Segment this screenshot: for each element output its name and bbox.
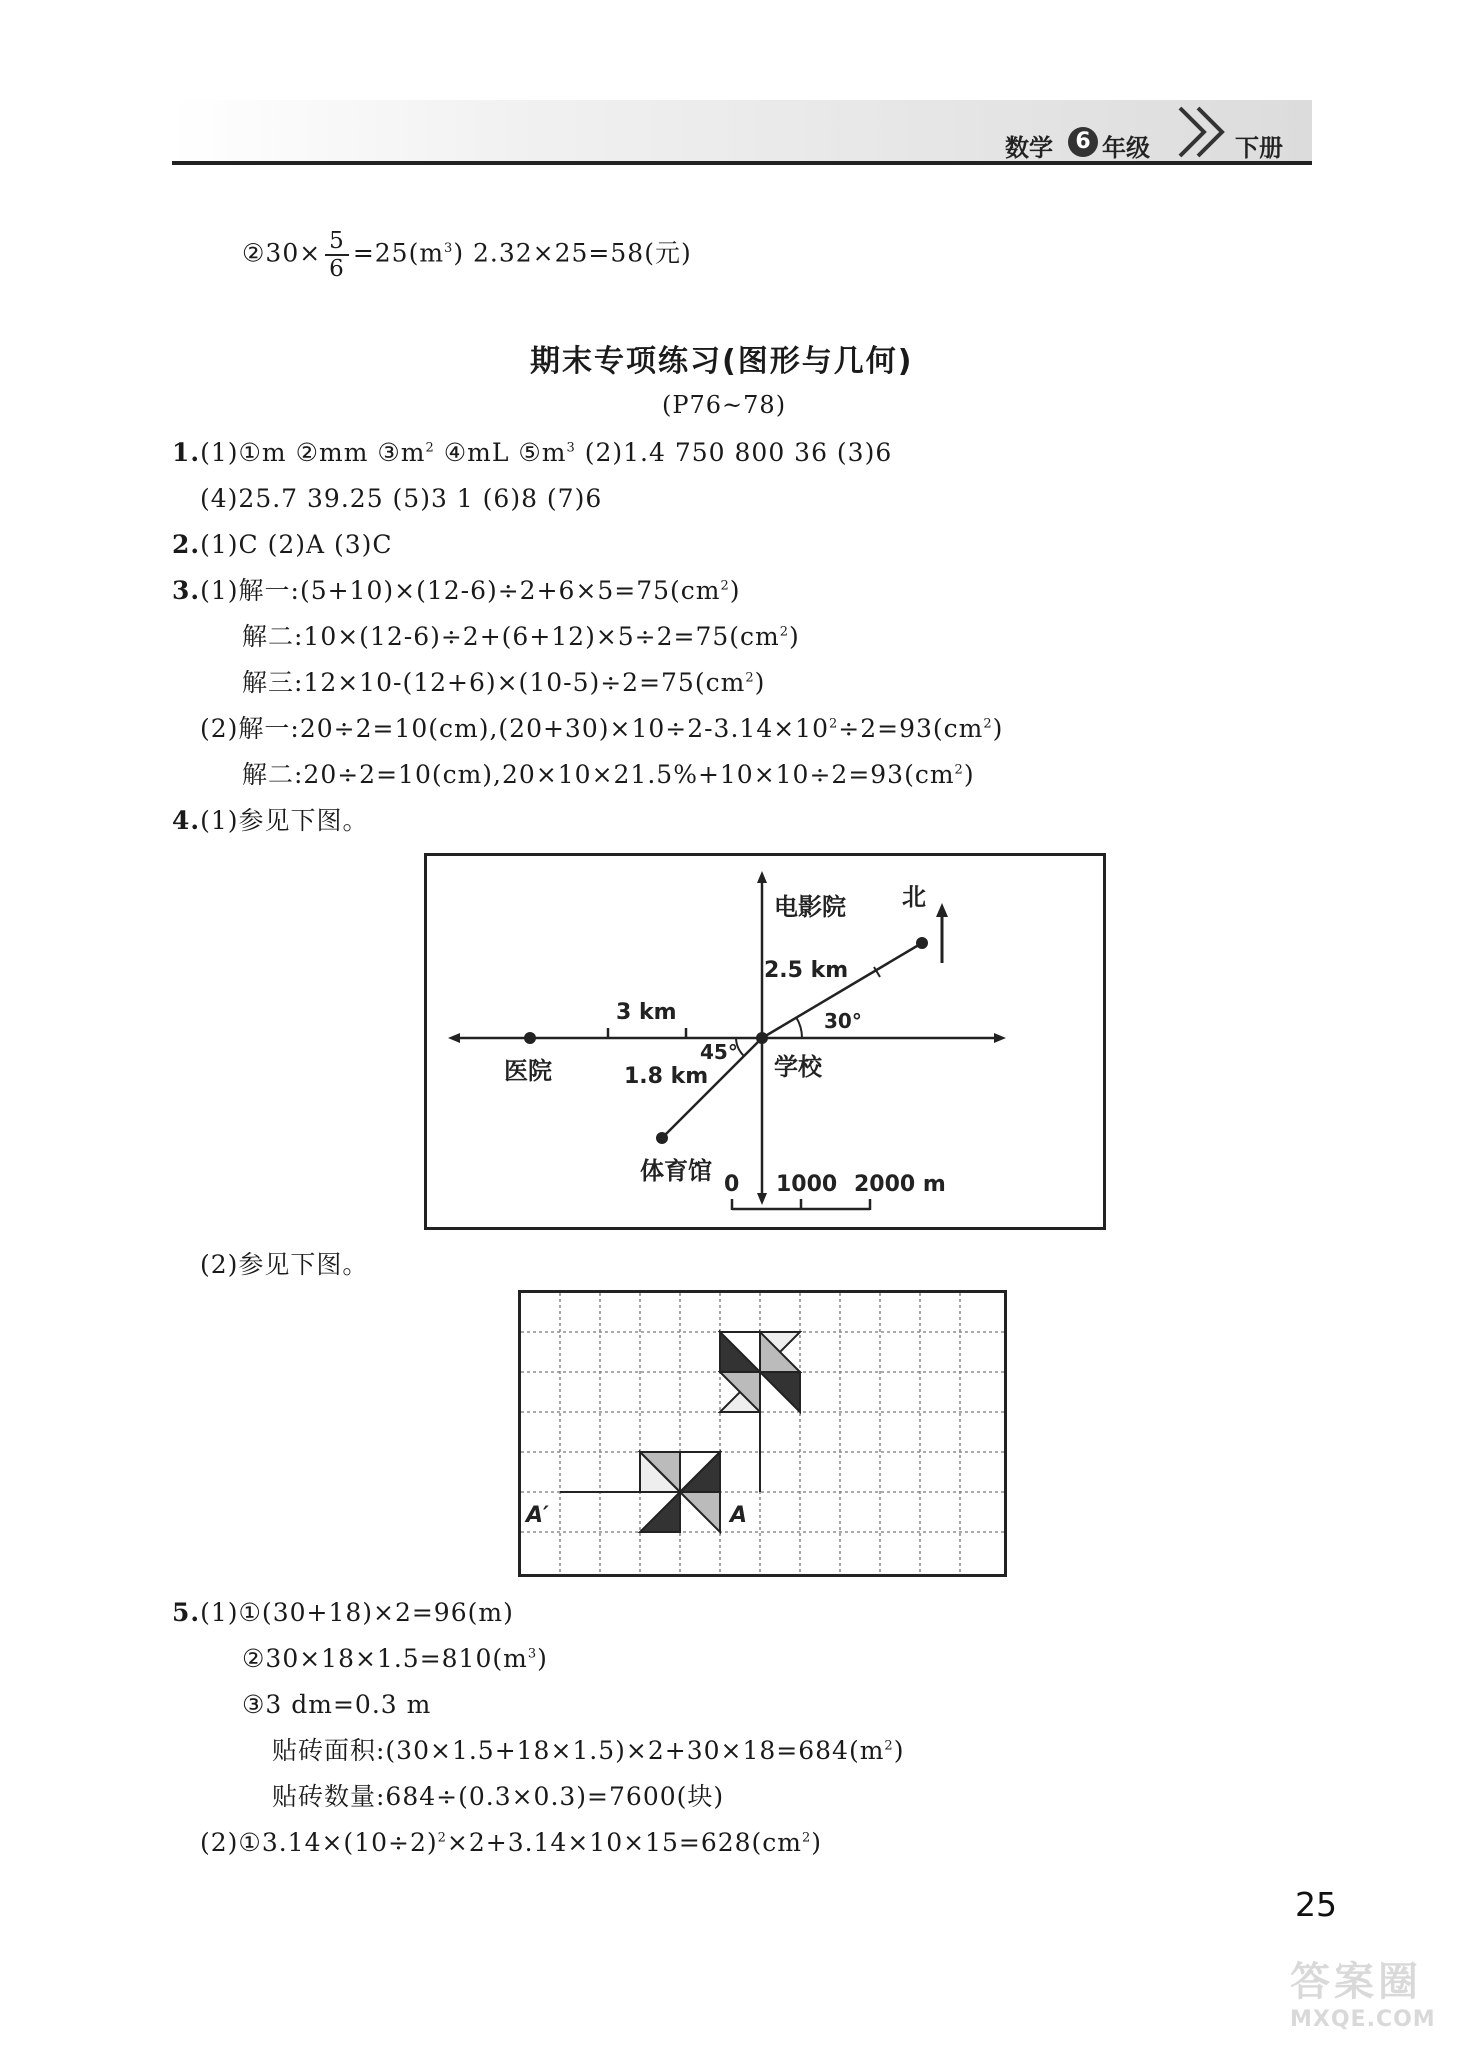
q3-text: 解二:10×(12-6)÷2+(6+12)×5÷2=75(cm xyxy=(242,622,780,651)
page-number: 25 xyxy=(1295,1885,1337,1924)
map-label-hospital: 医院 xyxy=(504,1057,552,1085)
question-number: 3. xyxy=(172,576,201,605)
q4-line1 xyxy=(172,804,369,838)
superscript: 2 xyxy=(720,578,730,594)
superscript: 2 xyxy=(983,716,993,732)
q5-text: (2)①3.14×(10÷2) xyxy=(200,1828,438,1857)
superscript: 2 xyxy=(779,624,790,640)
prev-answer-rest2: ) 2.32×25=58(元) xyxy=(453,238,692,268)
prev-answer-prefix: ②30× xyxy=(242,238,322,268)
fraction-numerator: 5 xyxy=(325,228,349,256)
map-label-north: 北 xyxy=(902,883,926,911)
q5-text: (1)①(30+18)×2=96(m) xyxy=(200,1598,514,1627)
q5-line2 xyxy=(242,1642,548,1676)
q3-text: ) xyxy=(754,668,766,697)
superscript: 2 xyxy=(437,1830,447,1846)
watermark-logo xyxy=(1290,1950,1460,2040)
header-subject: 数学 xyxy=(1005,134,1053,162)
q3-line5 xyxy=(242,758,975,792)
prev-answer-rest: =25(m xyxy=(352,238,445,268)
question-number: 1. xyxy=(172,438,201,467)
header-grade-suffix: 年级 xyxy=(1102,134,1150,162)
superscript: 2 xyxy=(884,1738,894,1754)
map-label-gym: 体育馆 xyxy=(640,1157,712,1185)
q5-text: ) xyxy=(537,1644,548,1673)
scale-label-0: 0 xyxy=(724,1172,740,1197)
map-label-dist-hospital: 3 km xyxy=(616,1000,677,1025)
superscript: 3 xyxy=(527,1646,538,1662)
q1-line1 xyxy=(172,436,892,470)
gym-point xyxy=(656,1132,668,1144)
q1-text-a: (1)①m ②mm ③m xyxy=(200,438,426,467)
q1-text-b: ④mL ⑤m xyxy=(434,438,567,467)
direction-map-figure xyxy=(424,853,1106,1230)
q5-line6 xyxy=(200,1826,822,1860)
q3-text: 解三:12×10-(12+6)×(10-5)÷2=75(cm xyxy=(242,668,746,697)
q1-text-c: (2)1.4 750 800 36 (3)6 xyxy=(575,438,893,467)
superscript: 2 xyxy=(425,440,435,456)
watermark-logo-text: 答案圈 xyxy=(1290,1959,1422,2005)
superscript: 2 xyxy=(745,670,755,686)
pinwheel-grid-figure xyxy=(518,1290,1008,1580)
q3-text: ÷2=93(cm xyxy=(838,714,984,743)
map-label-school: 学校 xyxy=(774,1053,822,1081)
map-label-cinema: 电影院 xyxy=(774,893,846,921)
q3-line2 xyxy=(242,620,800,654)
q5-text: ②30×18×1.5=810(m xyxy=(242,1644,528,1673)
q4-part1: (1)参见下图。 xyxy=(200,806,369,835)
header-grade-badge: 6 xyxy=(1068,127,1098,157)
q3-line3 xyxy=(242,666,765,700)
superscript: 2 xyxy=(802,1830,812,1846)
q3-text: ) xyxy=(729,576,741,605)
hospital-point xyxy=(524,1032,536,1044)
label-a-prime: A′ xyxy=(526,1503,549,1528)
superscript: 3 xyxy=(566,440,576,456)
fraction-denominator: 6 xyxy=(329,256,345,282)
scale-label-2000: 2000 m xyxy=(854,1172,946,1197)
q1-line2: (4)25.7 39.25 (5)3 1 (6)8 (7)6 xyxy=(200,484,603,513)
map-label-angle-45: 45° xyxy=(700,1040,738,1064)
fraction xyxy=(325,228,349,282)
question-number: 2. xyxy=(172,530,201,559)
header-volume: 下册 xyxy=(1235,134,1283,162)
q3-text: ) xyxy=(963,760,975,789)
q5-line1 xyxy=(172,1596,514,1630)
q2-line xyxy=(172,528,393,562)
map-label-angle-30: 30° xyxy=(824,1009,862,1033)
map-label-dist-gym: 1.8 km xyxy=(624,1064,709,1089)
q3-line1 xyxy=(172,574,741,608)
q3-text: (1)解一:(5+10)×(12-6)÷2+6×5=75(cm xyxy=(200,576,721,605)
question-number: 4. xyxy=(172,806,201,835)
q3-text: ) xyxy=(789,622,800,651)
watermark-url: MXQE.COM xyxy=(1290,2007,1436,2032)
section-title: 期末专项练习(图形与几何) xyxy=(530,344,914,379)
q3-text: 解二:20÷2=10(cm),20×10×21.5%+10×10÷2=93(cm xyxy=(242,760,955,789)
question-number: 5. xyxy=(172,1598,201,1627)
q4-line2: (2)参见下图。 xyxy=(200,1250,369,1279)
q5-line5: 贴砖数量:684÷(0.3×0.3)=7600(块) xyxy=(272,1782,725,1811)
prev-answer-line xyxy=(242,228,692,282)
superscript: 2 xyxy=(954,762,964,778)
scale-label-1000: 1000 xyxy=(776,1172,838,1197)
double-chevron-icon xyxy=(1176,104,1236,160)
superscript: 3 xyxy=(444,241,454,257)
q3-text: ) xyxy=(992,714,1004,743)
q5-text: ) xyxy=(893,1736,905,1765)
q5-line3: ③3 dm=0.3 m xyxy=(242,1690,432,1719)
q5-text: ×2+3.14×10×15=628(cm xyxy=(446,1828,802,1857)
q5-text: ) xyxy=(811,1828,823,1857)
q3-line4 xyxy=(200,712,1003,746)
q2-text: (1)C (2)A (3)C xyxy=(200,530,393,559)
section-pages: (P76~78) xyxy=(662,391,787,419)
q3-text: (2)解一:20÷2=10(cm),(20+30)×10÷2-3.14×10 xyxy=(200,714,829,743)
q5-line4 xyxy=(272,1734,904,1768)
label-a: A xyxy=(730,1503,748,1528)
superscript: 2 xyxy=(828,716,839,732)
q5-text: 贴砖面积:(30×1.5+18×1.5)×2+30×18=684(m xyxy=(272,1736,885,1765)
map-label-dist-cinema: 2.5 km xyxy=(764,958,849,983)
cinema-point xyxy=(916,937,928,949)
